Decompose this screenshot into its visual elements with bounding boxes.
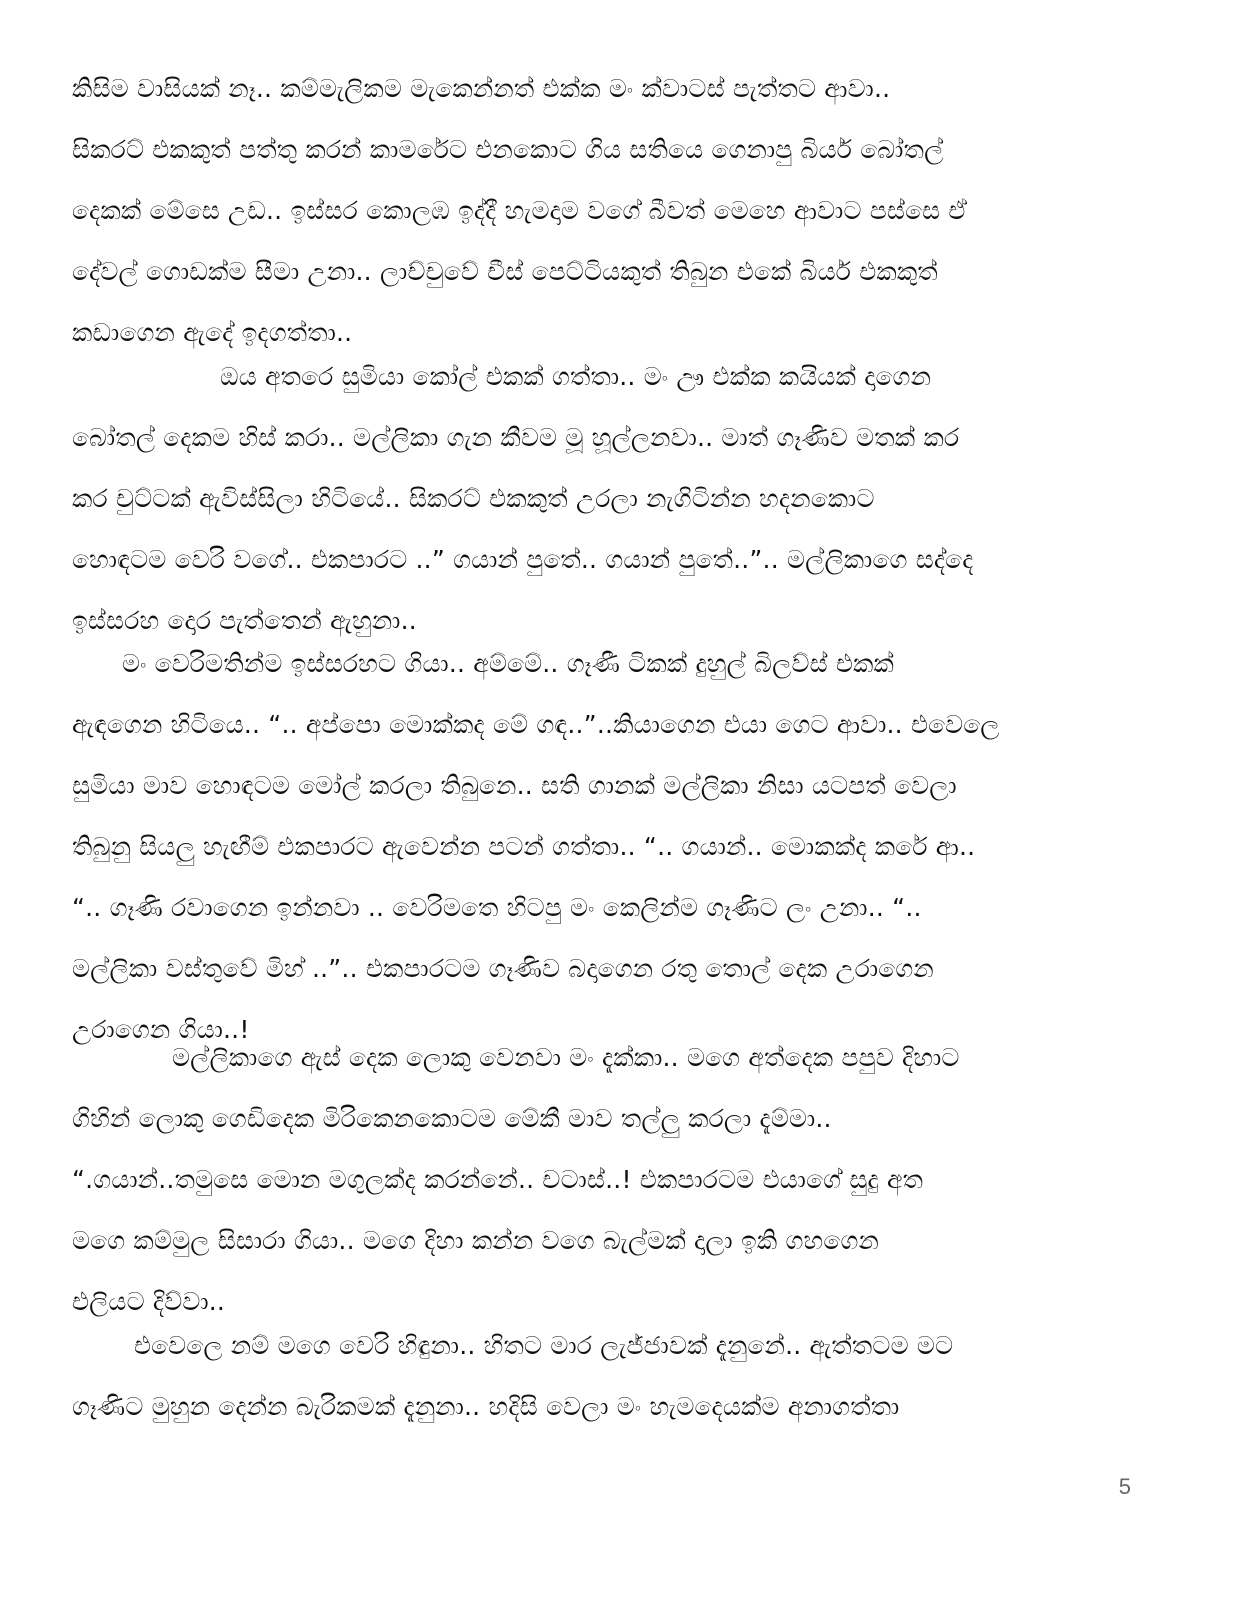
text-line: “.ගයාන්..තමුසෙ මොන මගුලක්ද කරන්නේ.. චටාස්..! එකපාරටම එයාගේ සුදු අත <box>72 1165 924 1194</box>
paragraph-5 <box>72 1315 1152 1437</box>
text-line: ගෑණිට මුහුන දෙන්න බැරිකමක් දැනුනා.. හදිසි වෙලා මං හැමදෙයක්ම අනාගත්තා <box>72 1392 900 1421</box>
text-line: හොඳටම වෙරි වගේ.. එකපාරට ..” ගයාන් පුතේ.. ගයාන් පුතේ..”.. මල්ලිකාගෙ සද්දෙ <box>72 545 974 574</box>
text-line: ගිහින් ලොකු ගෙඩිදෙක මිරිකෙනකොටම මේකී මාව තල්ලු කරලා දැම්මා.. <box>72 1104 832 1133</box>
text-line: එලියට දිව්වා.. <box>72 1287 226 1316</box>
paragraph-1 <box>72 58 1152 363</box>
text-line: “.. ගෑණි රවාගෙන ඉන්නවා .. වෙරිමතෙ හිටපු මං කෙලින්ම ගෑණිට ලං උනා.. “.. <box>72 893 922 922</box>
text-line: මං වෙරිමතින්ම ඉස්සරහට ගියා.. අම්මේ.. ගෑණී ටිකක් දුහුල් බිලව්ස් එකක් <box>122 649 895 678</box>
text-line: සිකරට් එකකුත් පත්තු කරන් කාමරේට එනකොට ගිය සතියෙ ගෙනාපු බියර් බෝතල් <box>72 135 944 164</box>
paragraph-4 <box>72 1027 1152 1332</box>
text-line: ඇඳගෙන හිටියෙ.. “.. අප්පො මොක්කද මේ ගඳ..”..කියාගෙන එයා ගෙට ආවා.. එවෙලෙ <box>72 710 1000 739</box>
text-line: කර චුට්ටක් ඇවිස්සිලා හිටියේ.. සිකරට් එකකුත් උරලා නැගිටින්න හදනකොට <box>72 484 875 513</box>
text-line: ඔය අතරෙ සුමියා කෝල් එකක් ගත්තා.. මං ඌ එක්ක කයියක් දාගෙන <box>220 362 932 391</box>
text-line: තිබුනු සියලු හැඟීම් එකපාරට ඇවෙන්න පටන් ගත්තා.. “.. ගයාන්.. මොකක්ද කරේ ආ.. <box>72 832 976 861</box>
paragraph-2 <box>72 346 1152 651</box>
page-number: 5 <box>1118 1474 1131 1499</box>
text-line: මල්ලිකා වස්තුවේ මිහ් ..”.. එකපාරටම ගෑණිව බදාගෙන රතු තොල් දෙක උරාගෙන <box>72 954 934 983</box>
text-line: දේවල් ගොඩක්ම සීමා උනා.. ලාච්චුවේ චීස් පෙට්ටියකුත් තිබුන එකේ බියර් එකකුත් <box>72 257 938 286</box>
text-line: ඉස්සරහ දොර පැත්තෙන් ඇහුනා.. <box>72 606 417 635</box>
text-line: උරාගෙන ගියා..! <box>72 1015 250 1044</box>
text-line: කඩාගෙන ඇදේ ඉදගත්තා.. <box>72 318 353 347</box>
text-line: කිසිම වාසියක් නෑ.. කම්මැලිකම මැකෙන්නත් එක්ක මං ක්වාටස් පැත්තට ආවා.. <box>72 74 891 103</box>
text-line: මල්ලිකාගෙ ඇස් දෙක ලොකු වෙනවා මං දැක්කා.. මගෙ අත්දෙක පපුව දිහාට <box>172 1043 960 1072</box>
text-line: බෝතල් දෙකම හිස් කරා.. මල්ලිකා ගැන කීවම මූ හූල්ලනවා.. මාත් ගෑණිව මතක් කර <box>72 423 960 452</box>
text-line: දෙකක් මේසෙ උඩ.. ඉස්සර කොලඹ ඉද්දී හැමදාම වගේ බීවත් මෙහෙ ආවාට පස්සෙ ඒ <box>72 196 968 225</box>
text-line: එවෙලෙ නම් මගෙ වෙරි හිඳුනා.. හිතට මාර ලැජ්ජාවක් දැනුනේ.. ඇත්තටම මට <box>134 1331 954 1360</box>
paragraph-3 <box>72 633 1152 1060</box>
text-line: සුමියා මාව හොඳටම මෝල් කරලා තිබුනෙ.. සති ගානක් මල්ලිකා නිසා යටපත් වෙලා <box>72 771 957 800</box>
text-line: මගෙ කම්මුල සිසාරා ගියා.. මගෙ දිහා කන්න වගෙ බැල්මක් දාලා ඉකි ගහගෙන <box>72 1226 880 1255</box>
